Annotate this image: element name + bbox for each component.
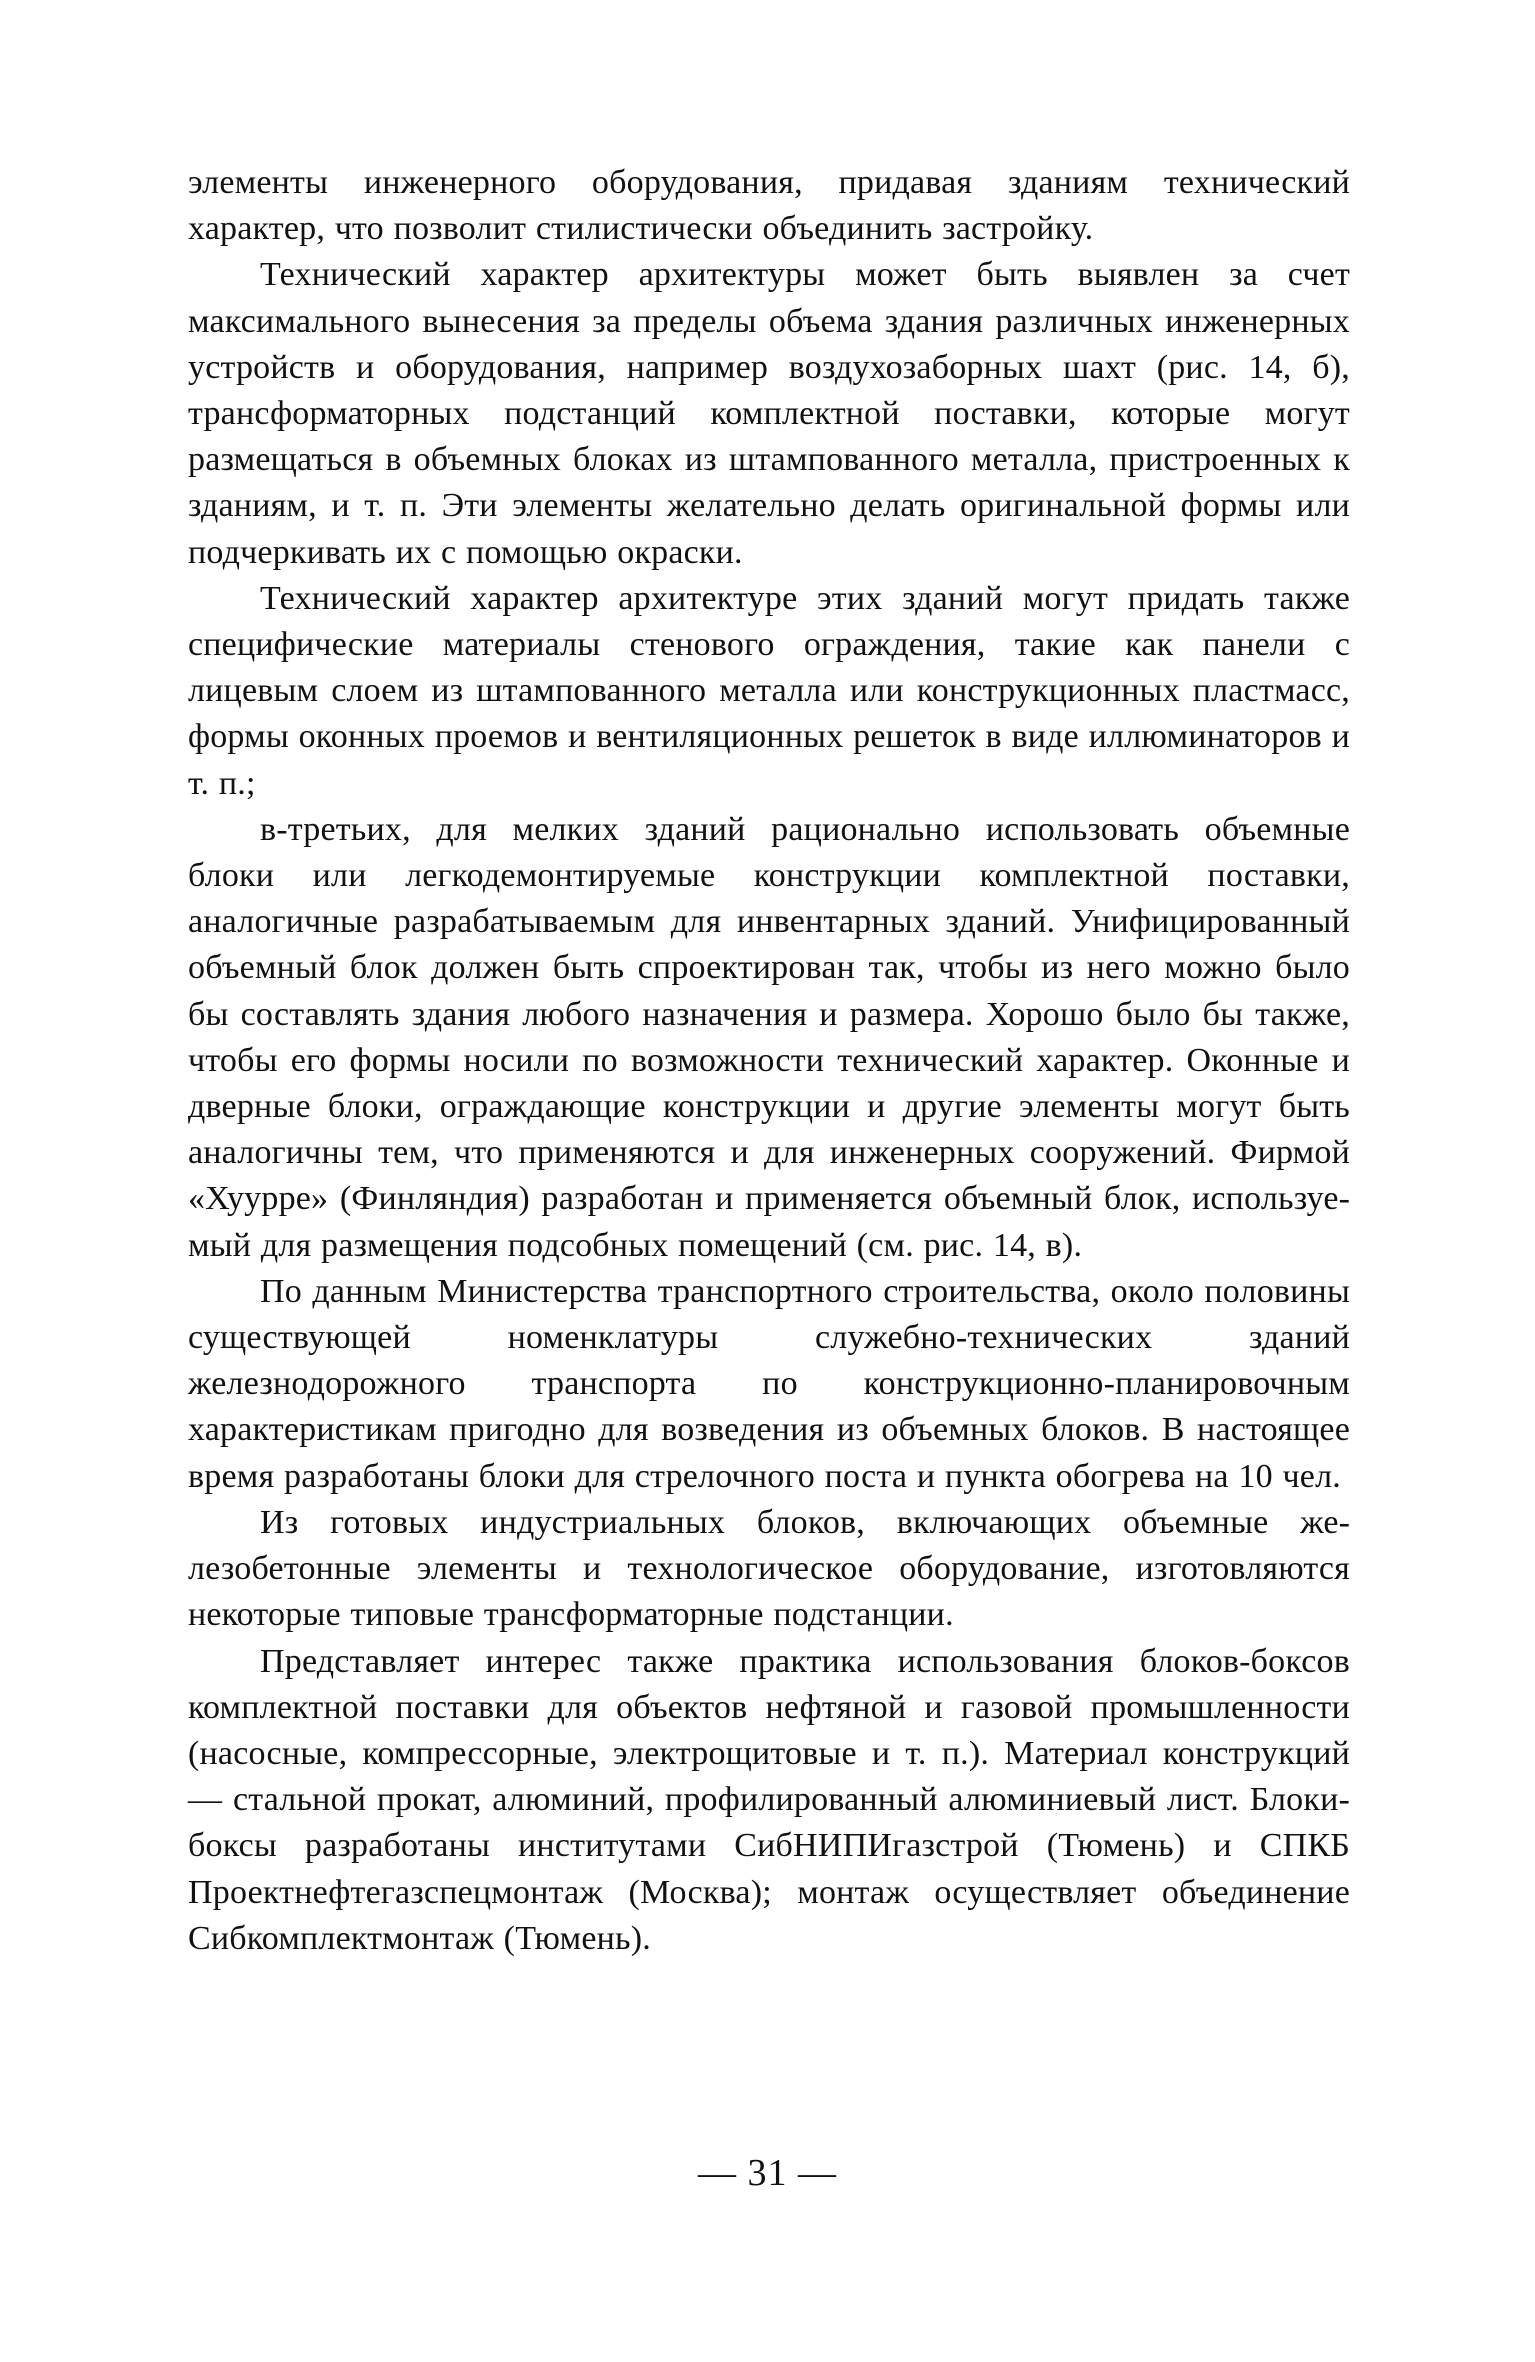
paragraph-block-boxes: Представляет интерес также практика использования блоков-боксов комплектной поставки для объектов нефтяной и газовой промышленности (насосные, компрессорные, электрощитовые и т. п.). Материал конструкций — стальной прокат, алюминий, профилированный алюминиевый лист. Блоки-боксы разработаны институтами СибНИПИгазстрой (Тюмень) и СПКБ Проектнефтегазспецмонтаж (Москва); монтаж осуществляет объединение Сибкомплектмонтаж (Тюмень).: [188, 1642, 1350, 1957]
paragraph-industrial-blocks: Из готовых индустриальных блоков, включающих объемные железобетонные элементы и технологическое оборудование, изготовляются некоторые типовые трансформаторные подстанции.: [188, 1503, 1350, 1634]
page-number: — 31 —: [698, 2152, 837, 2194]
paragraph-thirdly-volume-blocks: в-третьих, для мелких зданий рационально использовать объемные блоки или легкодемонтируемые конструкции комплектной поставки, аналогичные разрабатываемым для инвентарных зданий. Унифицированный объемный блок должен быть спроектирован так, чтобы из него можно было бы составлять здания любого назначения и размера. Хорошо было бы также, чтобы его формы носили по возможности технический характер. Оконные и дверные блоки, ограждающие конструкции и другие элементы могут быть аналогичны тем, что применяются и для инженерных сооружений. Фирмой «Хуурре» (Финляндия) разработан и применяется объемный блок, используемый для размещения подсобных помещений (см. рис. 14, в).: [188, 810, 1350, 1264]
paragraph-technical-character: Технический характер архитектуры может быть выявлен за счет максимального вынесения за пределы объема здания различных инженерных устройств и оборудования, например воздухозаборных шахт (рис. 14, б), трансформаторных подстанций комплектной поставки, которые могут размещаться в объемных блоках из штампованного металла, пристроенных к зданиям, и т. п. Эти элементы желательно делать оригинальной формы или подчеркивать их с помощью окраски.: [188, 256, 1350, 571]
paragraph-wall-materials: Технический характер архитектуре этих зданий могут придать также специфические материалы стенового ограждения, такие как панели с лицевым слоем из штампованного металла или конструкционных пластмасс, формы оконных проемов и вентиляционных решеток в виде иллюминаторов и т. п.;: [188, 579, 1350, 802]
paragraph-ministry-data: По данным Министерства транспортного строительства, около половины существующей номенклатуры служебно-технических зданий железнодорожного транспорта по конструкционно-планировочным характеристикам пригодно для возведения из объемных блоков. В настоящее время разработаны блоки для стрелочного поста и пункта обогрева на 10 чел.: [188, 1272, 1350, 1495]
paragraph-continuation: элементы инженерного оборудования, придавая зданиям технический характер, что позволит стилистически объединить застройку.: [188, 164, 1350, 248]
body-text: [188, 160, 1350, 1962]
